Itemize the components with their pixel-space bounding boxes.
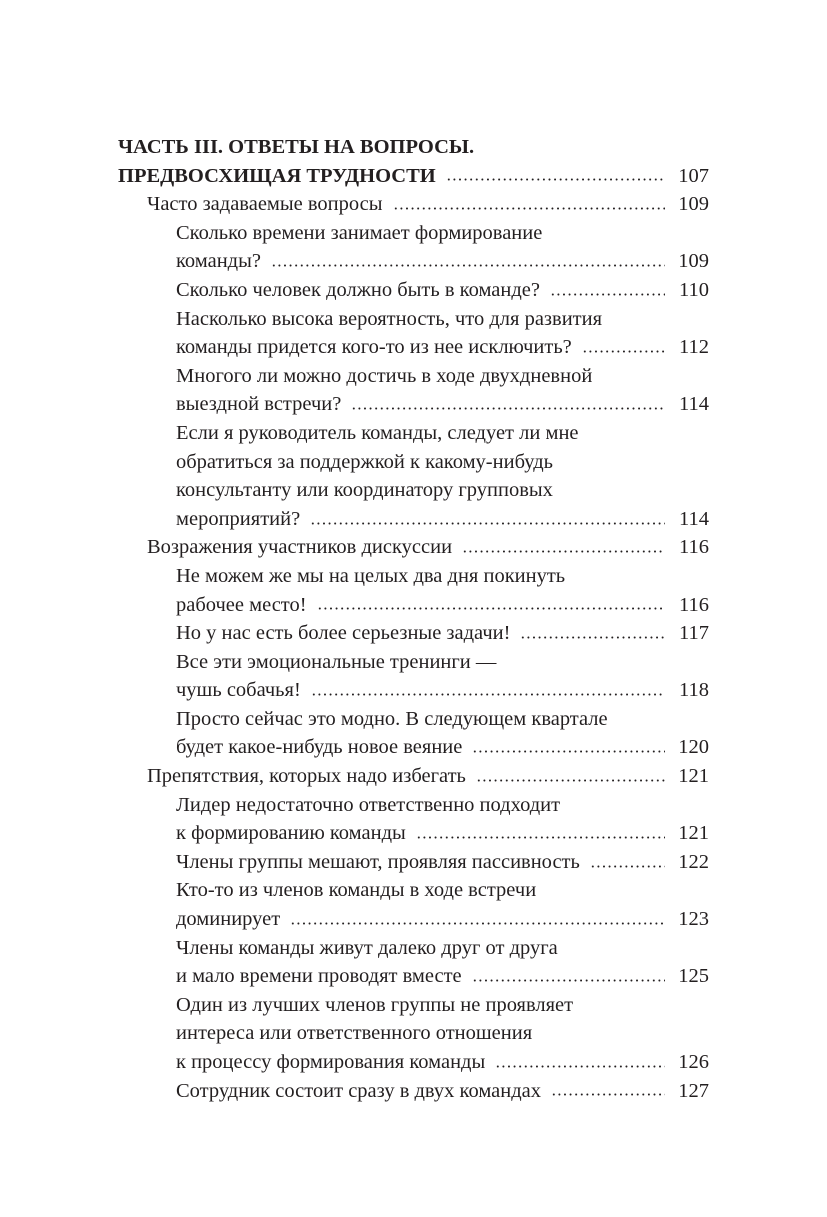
dot-leader — [582, 350, 665, 353]
toc-subentry-line[interactable] — [0, 505, 827, 534]
toc-subentry-line[interactable] — [0, 1077, 827, 1106]
page-number: 118 — [679, 679, 709, 702]
toc-subentry-line[interactable] — [0, 848, 827, 877]
toc-subentry-line[interactable] — [0, 819, 827, 848]
toc-subentry-line — [0, 362, 827, 391]
toc-subentry-line — [0, 791, 827, 820]
dot-leader — [462, 550, 665, 553]
section-title-text: ПРЕДВОСХИЩАЯ ТРУДНОСТИ — [118, 164, 436, 187]
page-number: 122 — [678, 850, 709, 873]
toc-subentry-line — [0, 562, 827, 591]
page-number: 112 — [679, 336, 709, 359]
toc-subentry-line[interactable] — [0, 390, 827, 419]
dot-leader — [476, 779, 665, 782]
dot-leader — [393, 207, 665, 210]
page-number: 109 — [678, 250, 709, 273]
toc-entry-text: чушь собачья! — [176, 679, 301, 702]
toc-entry-text: Один из лучших членов группы не проявляет — [176, 993, 574, 1016]
section-title-text: ЧАСТЬ III. ОТВЕТЫ НА ВОПРОСЫ. — [118, 136, 475, 158]
toc-subentry-line[interactable] — [0, 676, 827, 705]
toc-entry-text: Часто задаваемые вопросы — [147, 193, 383, 216]
toc-subentry-line[interactable] — [0, 247, 827, 276]
toc-entry-text: Сотрудник состоит сразу в двух командах — [176, 1079, 541, 1102]
toc-entry-line[interactable] — [0, 533, 827, 562]
toc-entry-line[interactable] — [0, 762, 827, 791]
toc-subentry-line — [0, 305, 827, 334]
toc-subentry-line — [0, 448, 827, 477]
toc-entry-text: мероприятий? — [176, 507, 301, 530]
toc-entry-text: Если я руководитель команды, следует ли мне — [176, 421, 579, 444]
page-number: 125 — [678, 965, 709, 988]
toc-entry-text: Члены группы мешают, проявляя пассивность — [176, 850, 580, 873]
toc-entry-text: доминирует — [176, 908, 281, 931]
toc-entry-text: Сколько времени занимает формирование — [176, 221, 543, 244]
toc-entry-text: Все эти эмоциональные тренинги — — [176, 650, 497, 673]
toc-entry-text: Сколько человек должно быть в команде? — [176, 278, 540, 301]
toc-entry-text: Кто-то из членов команды в ходе встречи — [176, 879, 537, 902]
toc-entry-text: Лидер недостаточно ответственно подходит — [176, 793, 561, 816]
page-number: 123 — [678, 908, 709, 931]
toc-entry-text: Члены команды живут далеко друг от друга — [176, 936, 558, 959]
toc-subentry-line — [0, 934, 827, 963]
toc-subentry-line[interactable] — [0, 619, 827, 648]
dot-leader — [495, 1065, 665, 1068]
page-number: 116 — [679, 536, 709, 559]
page-number: 110 — [679, 278, 709, 301]
dot-leader — [551, 1093, 665, 1096]
toc-subentry-line[interactable] — [0, 333, 827, 362]
toc-entry-text: к формированию команды — [176, 822, 406, 845]
toc-subentry-line[interactable] — [0, 905, 827, 934]
toc-entry-text: Но у нас есть более серьезные задачи! — [176, 622, 511, 645]
dot-leader — [416, 836, 665, 839]
toc-subentry-line[interactable] — [0, 591, 827, 620]
dot-leader — [310, 522, 665, 525]
toc-entry-text: интереса или ответственного отношения — [176, 1022, 533, 1045]
toc-entry-text: Насколько высока вероятность, что для развития — [176, 307, 603, 330]
dot-leader — [590, 865, 665, 868]
dot-leader — [446, 178, 665, 181]
dot-leader — [472, 979, 665, 982]
dot-leader — [472, 750, 665, 753]
dot-leader — [550, 293, 665, 296]
page-number: 121 — [678, 765, 709, 788]
toc-subentry-line — [0, 219, 827, 248]
section-title-line-2[interactable] — [0, 162, 827, 191]
page-number: 116 — [679, 593, 709, 616]
toc-entry-text: Просто сейчас это модно. В следующем квартале — [176, 707, 608, 730]
toc-entry-text: будет какое-нибудь новое веяние — [176, 736, 463, 759]
page-number: 109 — [678, 193, 709, 216]
toc-entry-text: Не можем же мы на целых два дня покинуть — [176, 564, 566, 587]
table-of-contents — [0, 133, 827, 1105]
toc-subentry-line[interactable] — [0, 276, 827, 305]
toc-entry-text: консультанту или координатору групповых — [176, 479, 553, 502]
toc-entry-line[interactable] — [0, 190, 827, 219]
toc-entry-text: рабочее место! — [176, 593, 307, 616]
page-number: 120 — [678, 736, 709, 759]
page-number: 121 — [678, 822, 709, 845]
toc-entry-text: Многого ли можно достичь в ходе двухдневной — [176, 364, 593, 387]
toc-subentry-line — [0, 476, 827, 505]
toc-entry-text: выездной встречи? — [176, 393, 342, 416]
dot-leader — [317, 607, 665, 610]
page-number: 126 — [678, 1051, 709, 1073]
toc-subentry-line[interactable] — [0, 1048, 827, 1077]
toc-subentry-line[interactable] — [0, 733, 827, 762]
page-number: 107 — [678, 164, 709, 187]
toc-subentry-line — [0, 876, 827, 905]
toc-subentry-line — [0, 991, 827, 1020]
dot-leader — [520, 636, 665, 639]
toc-entry-text: команды придется кого-то из нее исключить? — [176, 336, 572, 359]
toc-subentry-line — [0, 705, 827, 734]
toc-subentry-line — [0, 648, 827, 677]
toc-subentry-line[interactable] — [0, 962, 827, 991]
dot-leader — [271, 264, 665, 267]
page-number: 114 — [679, 393, 709, 416]
page-number: 127 — [678, 1079, 709, 1102]
dot-leader — [351, 407, 665, 410]
toc-entry-text: обратиться за поддержкой к какому-нибудь — [176, 450, 553, 473]
dot-leader — [290, 922, 665, 925]
page-number: 114 — [679, 507, 709, 530]
toc-subentry-line — [0, 419, 827, 448]
toc-subentry-line — [0, 1019, 827, 1048]
toc-entry-text: к процессу формирования команды — [176, 1051, 486, 1073]
toc-entry-text: команды? — [176, 250, 261, 273]
toc-entry-text: и мало времени проводят вместе — [176, 965, 462, 988]
page-number: 117 — [679, 622, 709, 645]
section-title-line-1 — [0, 133, 827, 162]
toc-entry-text: Возражения участников дискуссии — [147, 536, 453, 559]
dot-leader — [311, 693, 665, 696]
toc-entry-text: Препятствия, которых надо избегать — [147, 765, 466, 788]
